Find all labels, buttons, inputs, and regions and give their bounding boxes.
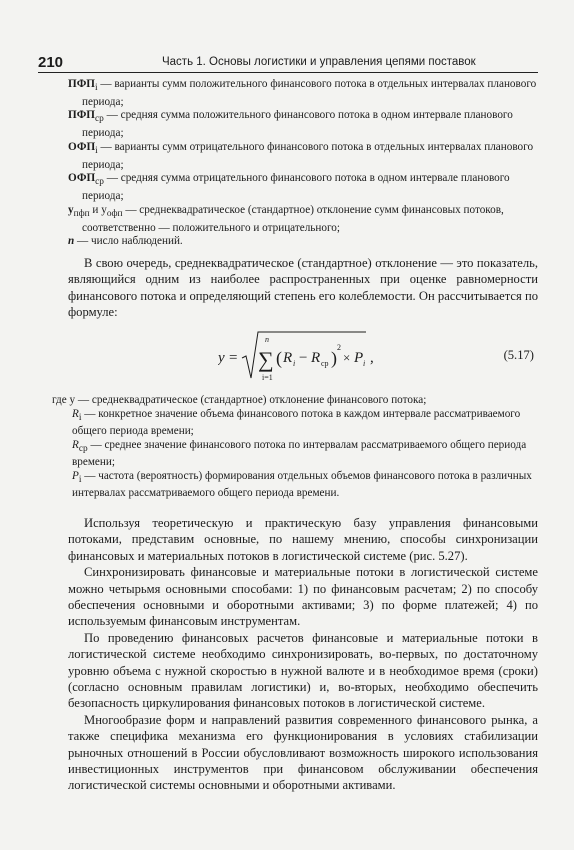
page-header [38, 54, 538, 73]
definition-symbol: ОФП [68, 172, 96, 185]
formula-right-paren: ) [331, 348, 337, 369]
intro-paragraph: В свою очередь, среднеквадратическое (стандартное) отклонение — это показатель, являющийся одним из наиболее распространенных при оценке равномерности финансового потока и определяющий степень его колеблемости. Он рассчитывается по формуле: [68, 255, 538, 319]
definition-subscript: i [95, 83, 98, 94]
definition-text: — варианты сумм отрицательного финансового потока в отдельных интервалах планового периода; [82, 140, 534, 171]
formula-number: (5.17) [503, 348, 534, 363]
definition-subscript: пфп [73, 208, 90, 219]
formula-p: P [354, 350, 364, 367]
page-number: 210 [38, 54, 64, 71]
body-paragraph: Многообразие форм и направлений развития современного финансового рынка, а также специфика механизма его функционирования в условиях стабилизации рыночных отношений в России обусловливают возможность широкого использования инвестиционных инструментов при финансовом обслуживании обеспечения логистической системы основными и оборотными активами. [68, 712, 538, 793]
where-symbol: R [72, 407, 79, 420]
formula-r-i: R [283, 350, 293, 367]
where-subscript: i [78, 475, 82, 486]
sum-lower-limit: i=1 [262, 373, 273, 383]
body-paragraph: Синхронизировать финансовые и материальные потоки в логистической системе можно четырьмя основными способами: 1) по финансовым расчетам; 2) по способу обеспечения основными и оборотными активами; 3) по форме платежей; 4) по используемым финансовым инструментам. [68, 565, 538, 629]
formula-minus: − [299, 350, 308, 367]
spacer [68, 501, 538, 515]
where-subscript: ср [78, 444, 88, 455]
where-item [52, 408, 538, 439]
definition-symbol: ПФП [68, 109, 96, 122]
definition-item [68, 141, 538, 172]
formula-5-17 [68, 328, 538, 386]
page-content [52, 78, 538, 794]
where-symbol: R [72, 438, 79, 451]
definitions-list [68, 78, 538, 249]
definition-symbol: ПФП [68, 78, 96, 90]
where-item [52, 439, 538, 470]
where-list [52, 394, 538, 501]
definition-item [68, 235, 538, 249]
formula-r-sr: R [311, 350, 321, 367]
formula-equals: = [229, 350, 238, 367]
definition-item [68, 172, 538, 203]
definition-subscript: офп [106, 208, 123, 219]
sum-upper-limit: n [265, 335, 269, 345]
definition-text: — варианты сумм положительного финансового потока в отдельных интервалах планового периода; [82, 78, 537, 108]
summation-sign: ∑ [258, 347, 274, 373]
definition-text: — средняя сумма отрицательного финансового потока в одном интервале планового периода; [82, 172, 510, 203]
definition-item [68, 109, 538, 140]
formula-comma: , [370, 350, 374, 367]
definition-item [68, 78, 538, 109]
where-symbol: P [72, 469, 79, 482]
definition-text: и у [89, 203, 107, 216]
definition-text: — средняя сумма положительного финансового потока в одном интервале планового периода; [82, 109, 513, 140]
definition-symbol: у [68, 203, 74, 216]
formula-r-sr-sub: ср [321, 359, 329, 369]
body-paragraph: Используя теоретическую и практическую базу управления финансовыми потоками, представим основные, по нашему мнению, способы синхронизации финансовых и материальных потоков в логистической системе (рис. 5.27). [68, 515, 538, 563]
definition-item [68, 204, 538, 235]
where-text: — конкретное значение объема финансового потока в каждом интервале рассматриваемого общего периода времени; [72, 407, 521, 438]
formula-r-i-sub: i [293, 359, 296, 369]
definition-text: — число наблюдений. [74, 235, 183, 248]
where-text: — среднее значение финансового потока по интервалам рассматриваемого общего периода времени; [72, 438, 527, 469]
formula-lhs: y [218, 350, 225, 367]
definition-subscript: ср [95, 177, 104, 188]
formula-p-sub: i [363, 359, 366, 369]
formula-left-paren: ( [276, 348, 282, 369]
formula-times: × [343, 350, 351, 366]
where-item [52, 470, 538, 501]
definition-symbol: ОФП [68, 140, 96, 153]
definition-subscript: ср [95, 114, 104, 125]
running-title: Часть 1. Основы логистики и управления цепями поставок [162, 56, 476, 68]
where-text: — частота (вероятность) формирования отдельных объемов финансового потока в различных интервалах рассматриваемого общего периода времени. [72, 469, 532, 500]
where-lead: где у — среднеквадратическое (стандартное) отклонение финансового потока; [52, 394, 427, 407]
body-paragraph: По проведению финансовых расчетов финансовые и материальные потоки в логистической системе необходимо синхронизировать, во-первых, по достаточному уровню объема с нужной скоростью в нужной валюте и в необходимое время (сроки) (согласно основным правилам логистики) и, во-вторых, необходимо обеспечить безопасность циркулирования финансовых потоков в логистической системе. [68, 630, 538, 711]
definition-subscript: i [95, 146, 98, 157]
formula-graphic [218, 328, 418, 386]
where-subscript: i [78, 412, 82, 423]
definition-text: — среднеквадратическое (стандартное) отклонение сумм финансовых потоков, соответственно — положительного и отрицательного; [82, 203, 504, 234]
formula-exponent: 2 [337, 343, 341, 353]
definition-symbol: n [68, 235, 75, 248]
